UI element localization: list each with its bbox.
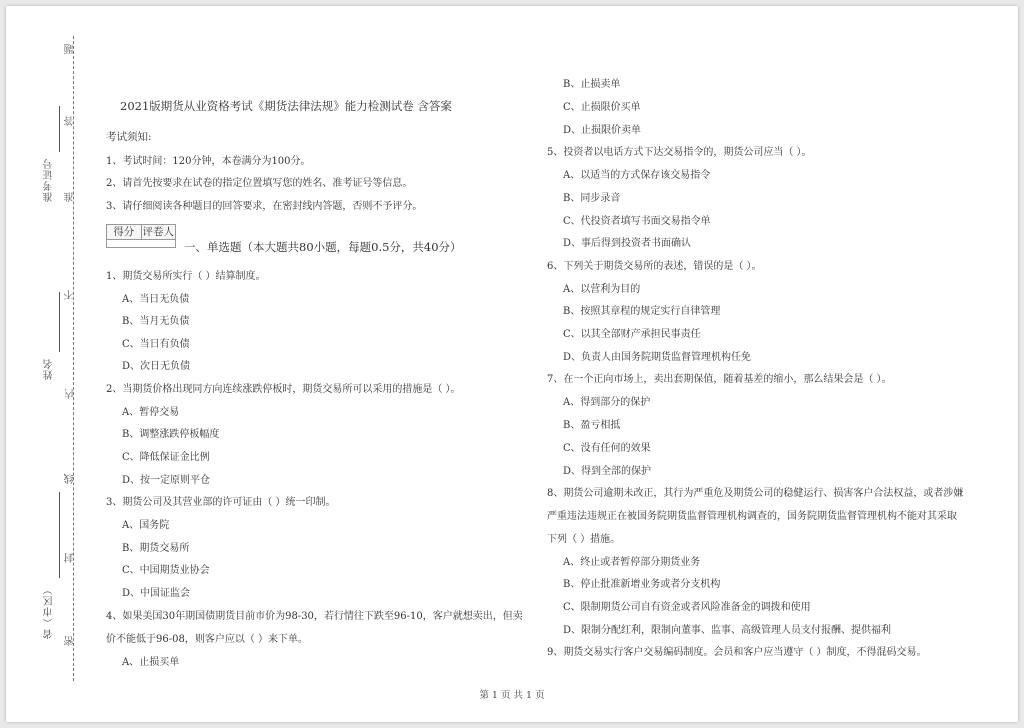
option-line: D、按一定原则平仓 bbox=[122, 475, 211, 486]
question-line: 严重违法违规正在被国务院期货监督管理机构调查的，国务院期货监督管理机构不能对其采取 bbox=[547, 511, 957, 522]
question-line: 下列（ ）措施。 bbox=[547, 534, 621, 545]
option-line: B、当月无负债 bbox=[122, 316, 190, 327]
binding-mark: 不 bbox=[65, 290, 76, 300]
option-line: C、止损限价买单 bbox=[563, 102, 641, 113]
option-line: B、期货交易所 bbox=[122, 543, 190, 554]
notice-item: 3、请仔细阅读各种题目的回答要求，在密封线内答题，否则不予评分。 bbox=[106, 201, 423, 212]
option-line: D、事后得到投资者书面确认 bbox=[563, 238, 692, 249]
question-line: 2、当期货价格出现同方向连续涨跌停板时，期货交易所可以采用的措施是（ ）。 bbox=[106, 384, 461, 395]
question-line: 7、在一个正向市场上，卖出套期保值，随着基差的缩小，那么结果会是（ ）。 bbox=[547, 374, 892, 385]
score-box bbox=[106, 224, 176, 248]
option-line: C、降低保证金比例 bbox=[122, 452, 210, 463]
notice-heading: 考试须知: bbox=[106, 131, 152, 143]
option-line: B、盈亏相抵 bbox=[563, 420, 621, 431]
binding-mark: 答 bbox=[65, 116, 76, 126]
notice-item: 2、请首先按要求在试卷的指定位置填写您的姓名、准考证号等信息。 bbox=[106, 178, 413, 189]
option-line: B、止损卖单 bbox=[563, 79, 621, 90]
option-line: D、得到全部的保护 bbox=[563, 466, 652, 477]
grader-label: 评卷人 bbox=[142, 226, 174, 238]
question-line: 9、期货交易实行客户交易编码制度。会员和客户应当遵守（ ）制度，不得混码交易。 bbox=[547, 647, 927, 658]
name-field[interactable] bbox=[59, 292, 60, 352]
option-line: A、以适当的方式保存该交易指令 bbox=[563, 170, 711, 181]
binding-mark: 准 bbox=[65, 192, 76, 202]
option-line: C、限制期货公司自有资金或者风险准备金的调拨和使用 bbox=[563, 602, 811, 613]
notice-item: 1、考试时间：120分钟，本卷满分为100分。 bbox=[106, 156, 311, 167]
option-line: B、调整涨跌停板幅度 bbox=[122, 429, 220, 440]
option-line: C、当日有负债 bbox=[122, 339, 190, 350]
option-line: A、得到部分的保护 bbox=[563, 397, 651, 408]
question-line: 6、下列关于期货交易所的表述，错误的是（ ）。 bbox=[547, 261, 762, 272]
section-title: 一、单选题（本大题共80小题，每题0.5分，共40分） bbox=[184, 240, 462, 254]
name-label: 姓名 bbox=[44, 358, 55, 380]
option-line: B、停止批准新增业务或者分支机构 bbox=[563, 579, 721, 590]
option-line: C、没有任何的效果 bbox=[563, 443, 651, 454]
option-line: A、当日无负债 bbox=[122, 294, 190, 305]
question-line: 3、期货公司及其营业部的许可证由（ ）统一印制。 bbox=[106, 497, 336, 508]
option-line: D、中国证监会 bbox=[122, 588, 191, 599]
binding-mark: 题 bbox=[65, 44, 76, 54]
province-label: 省（市区） bbox=[44, 584, 55, 639]
binding-mark: 密 bbox=[65, 636, 76, 646]
binding-dashed-line bbox=[73, 36, 74, 681]
option-line: D、限制分配红利，限制向董事、监事、高级管理人员支付报酬、提供福利 bbox=[563, 625, 892, 636]
exam-number-field[interactable] bbox=[59, 106, 60, 152]
exam-page bbox=[6, 6, 1018, 722]
option-line: D、次日无负债 bbox=[122, 361, 191, 372]
option-line: D、负责人由国务院期货监督管理机构任免 bbox=[563, 352, 752, 363]
option-line: C、代投资者填写书面交易指令单 bbox=[563, 216, 711, 227]
option-line: B、按照其章程的规定实行自律管理 bbox=[563, 306, 721, 317]
option-line: A、国务院 bbox=[122, 520, 170, 531]
option-line: A、以营利为目的 bbox=[563, 284, 641, 295]
page-footer: 第 1 页 共 1 页 bbox=[479, 690, 545, 701]
option-line: C、中国期货业协会 bbox=[122, 565, 210, 576]
option-line: A、暂停交易 bbox=[122, 407, 180, 418]
score-label: 得分 bbox=[107, 225, 142, 239]
question-line: 8、期货公司逾期未改正，其行为严重危及期货公司的稳健运行、损害客户合法权益，或者涉嫌 bbox=[547, 488, 964, 499]
option-line: A、止损买单 bbox=[122, 657, 180, 668]
binding-mark: 内 bbox=[65, 389, 76, 399]
question-line: 1、期货交易所实行（ ）结算制度。 bbox=[106, 271, 266, 282]
binding-mark: 封 bbox=[65, 553, 76, 563]
exam-number-label: 准考证号 bbox=[44, 158, 55, 202]
option-line: D、止损限价卖单 bbox=[563, 125, 642, 136]
question-line: 价不能低于96-08，则客户应以（ ）来下单。 bbox=[106, 634, 309, 645]
province-field[interactable] bbox=[59, 492, 60, 578]
question-line: 5、投资者以电话方式下达交易指令的，期货公司应当（ ）。 bbox=[547, 147, 812, 158]
option-line: B、同步录音 bbox=[563, 193, 621, 204]
option-line: C、以其全部财产承担民事责任 bbox=[563, 329, 701, 340]
exam-title: 2021版期货从业资格考试《期货法律法规》能力检测试卷 含答案 bbox=[120, 99, 452, 113]
question-line: 4、如果美国30年期国债期货目前市价为98-30，若行情往下跌至96-10，客户就想卖出，但卖 bbox=[106, 611, 523, 622]
option-line: A、终止或者暂停部分期货业务 bbox=[563, 557, 701, 568]
binding-mark: 线 bbox=[65, 474, 76, 484]
